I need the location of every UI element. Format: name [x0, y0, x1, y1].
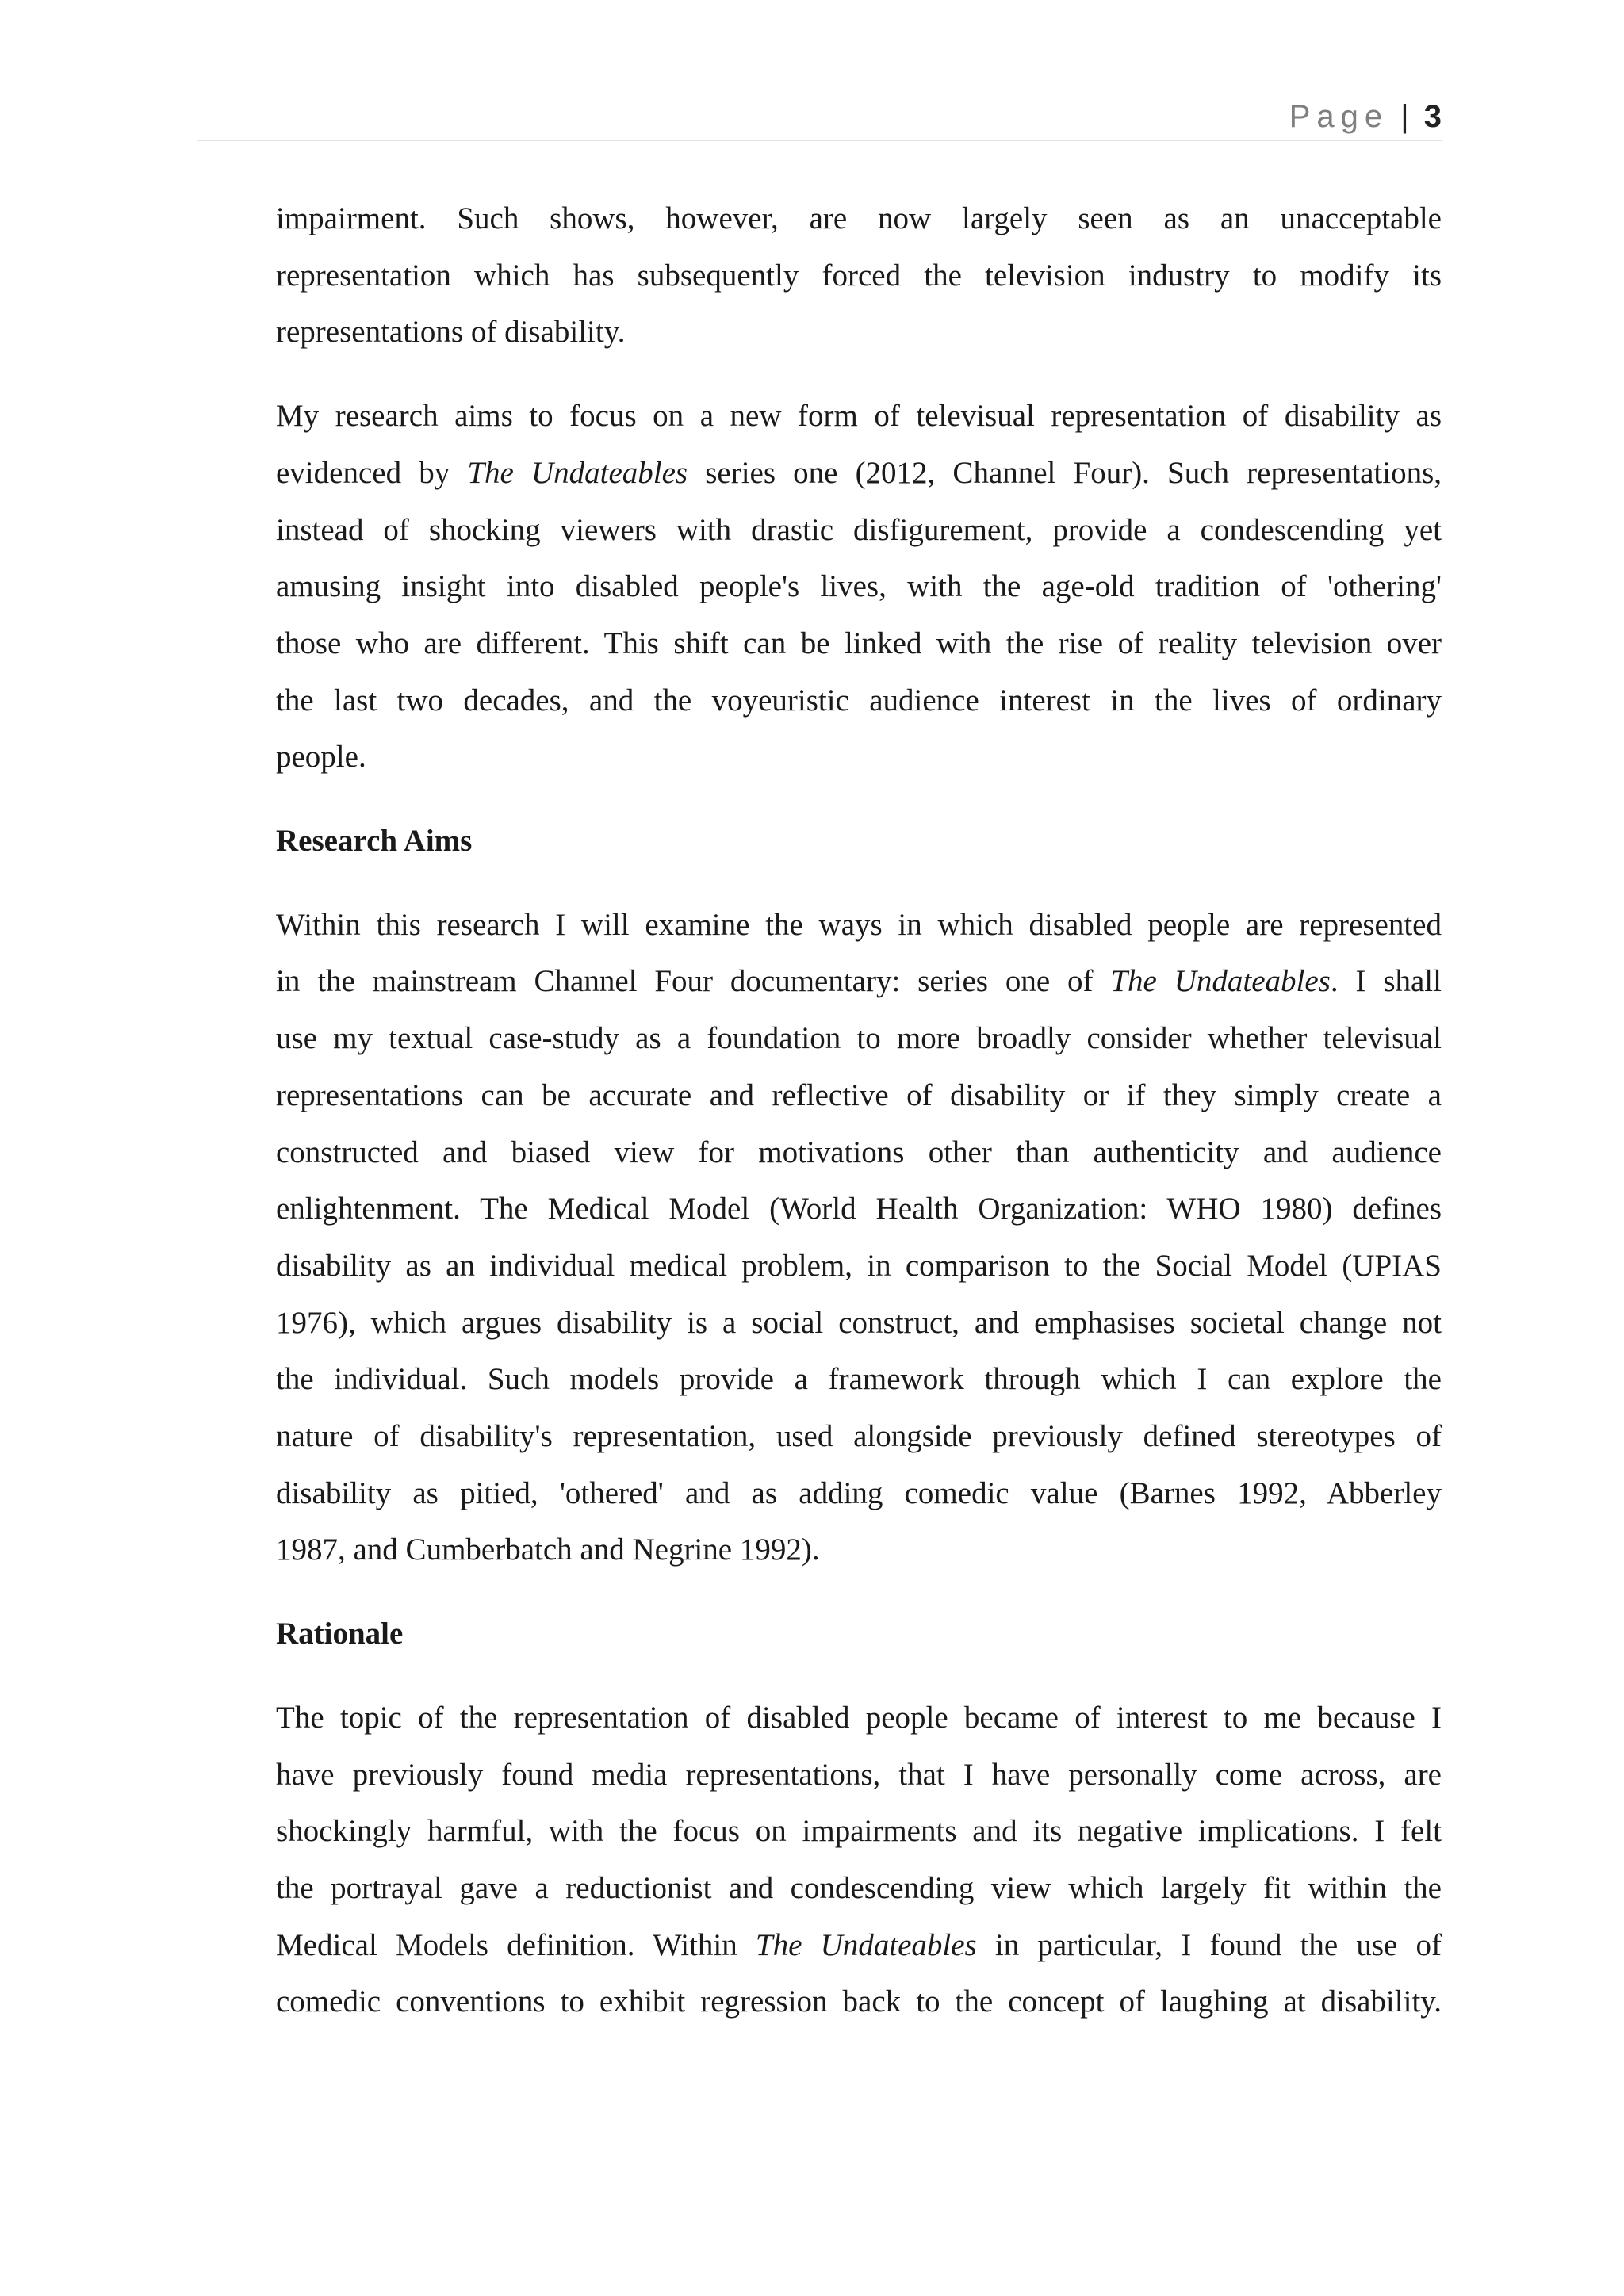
text-line: disability as an individual medical problem, in comparison to the Social Model (UPIAS	[276, 1248, 1442, 1283]
text-line: disability as pitied, 'othered' and as adding comedic value (Barnes 1992, Abberley	[276, 1475, 1442, 1510]
page-separator: |	[1400, 99, 1409, 134]
text-segment: . I shall	[1330, 964, 1442, 999]
text-line: representations of disability.	[276, 315, 626, 350]
text-line: comedic conventions to exhibit regression back to the concept of laughing at disability.	[276, 1984, 1442, 2019]
text-line: 1976), which argues disability is a social construct, and emphasises societal change not	[276, 1305, 1442, 1340]
text-line: the individual. Such models provide a framework through which I can explore the	[276, 1362, 1442, 1397]
page-header	[197, 94, 1442, 140]
text-line: amusing insight into disabled people's lives, with the age-old tradition of 'othering'	[276, 569, 1442, 604]
text-line: impairment. Such shows, however, are now largely seen as an unacceptable	[276, 201, 1442, 235]
text-segment: in particular, I found the use of	[976, 1927, 1442, 1962]
text-segment: Medical Models definition. Within	[276, 1927, 756, 1962]
heading-research-aims: Research Aims	[276, 824, 473, 859]
text-segment: evidenced by	[276, 455, 468, 490]
heading-rationale: Rationale	[276, 1617, 404, 1651]
text-line: representation which has subsequently forced the television industry to modify its	[276, 258, 1442, 293]
text-line: enlightenment. The Medical Model (World Health Organization: WHO 1980) defines	[276, 1192, 1442, 1226]
show-title: The Undateables	[467, 455, 688, 490]
header-divider	[197, 140, 1442, 141]
paragraph-intro-continuation	[276, 190, 1442, 361]
paragraph-research-aims	[276, 897, 1442, 1578]
text-line: instead of shocking viewers with drastic disfigurement, provide a condescending yet	[276, 512, 1442, 547]
text-line	[276, 1917, 1442, 1974]
text-line: My research aims to focus on a new form of televisual representation of disability as	[276, 399, 1442, 434]
document-body	[276, 190, 1442, 2057]
text-line: Within this research I will examine the ways in which disabled people are represented	[276, 907, 1442, 942]
text-line	[276, 953, 1442, 1010]
text-line: have previously found media representations, that I have personally come across, are	[276, 1757, 1442, 1792]
page-number: 3	[1423, 99, 1442, 134]
text-segment: in the mainstream Channel Four documentary: series one of	[276, 964, 1111, 999]
text-line: The topic of the representation of disabled people became of interest to me because I	[276, 1700, 1442, 1735]
paragraph-rationale	[276, 1689, 1442, 2030]
text-line: nature of disability's representation, used alongside previously defined stereotypes of	[276, 1419, 1442, 1454]
text-line	[276, 445, 1442, 502]
show-title: The Undateables	[1110, 964, 1331, 999]
text-line: constructed and biased view for motivations other than authenticity and audience	[276, 1135, 1442, 1169]
page-label: Page	[1289, 99, 1389, 134]
text-line: use my textual case-study as a foundation to more broadly consider whether televisual	[276, 1021, 1442, 1056]
text-line: people.	[276, 740, 366, 775]
text-line: those who are different. This shift can be linked with the rise of reality television over	[276, 626, 1442, 660]
show-title: The Undateables	[755, 1927, 977, 1962]
paragraph-research-focus	[276, 388, 1442, 786]
text-line: shockingly harmful, with the focus on impairments and its negative implications. I felt	[276, 1814, 1442, 1849]
text-line: representations can be accurate and reflective of disability or if they simply create a	[276, 1077, 1442, 1112]
text-line: the portrayal gave a reductionist and condescending view which largely fit within the	[276, 1870, 1442, 1905]
text-line: 1987, and Cumberbatch and Negrine 1992).	[276, 1533, 820, 1567]
text-segment: series one (2012, Channel Four). Such representations,	[688, 455, 1442, 490]
text-line: the last two decades, and the voyeuristic audience interest in the lives of ordinary	[276, 683, 1442, 718]
